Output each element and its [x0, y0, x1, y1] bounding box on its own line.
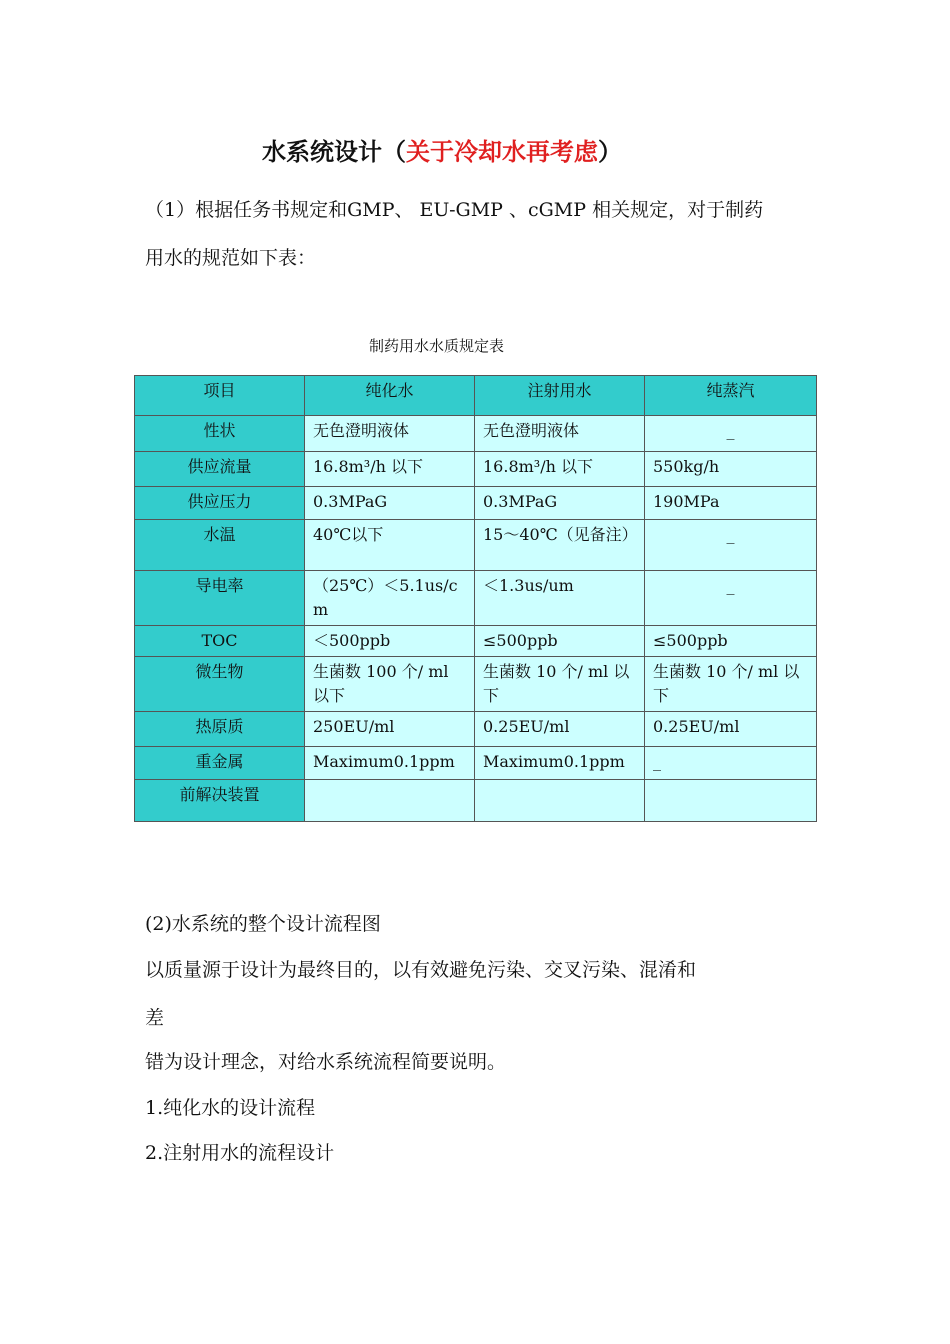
title-end: ） — [598, 137, 622, 166]
table-cell: 生菌数 10 个/ ml 以下 — [645, 657, 817, 712]
header-cell: 纯蒸汽 — [645, 376, 817, 416]
row-label: 微生物 — [135, 657, 305, 712]
section2-line-3: 错为设计理念，对给水系统流程简要说明。 — [145, 1051, 507, 1073]
table-cell: ＜1.3us/um — [475, 571, 645, 626]
row-label: 水温 — [135, 520, 305, 571]
table-cell: Maximum0.1ppm — [475, 747, 645, 780]
section2-line-1: 以质量源于设计为最终目的，以有效避免污染、交叉污染、混淆和 — [145, 959, 697, 981]
row-label: 供应流量 — [135, 452, 305, 487]
list-item-1: 1.纯化水的设计流程 — [145, 1097, 316, 1119]
header-cell: 纯化水 — [305, 376, 475, 416]
table-cell: 0.3MPaG — [475, 487, 645, 520]
table-caption: 制药用水水质规定表 — [369, 337, 505, 355]
table-cell: Maximum0.1ppm — [305, 747, 475, 780]
table-cell: _ — [645, 747, 817, 780]
table-cell: 15～40℃（见备注） — [475, 520, 645, 571]
table-cell: ＜500ppb — [305, 626, 475, 657]
table-cell: 0.25EU/ml — [475, 712, 645, 747]
table-cell: 0.3MPaG — [305, 487, 475, 520]
table-cell: 生菌数 10 个/ ml 以下 — [475, 657, 645, 712]
table-cell — [305, 780, 475, 822]
table-row — [135, 657, 817, 712]
table-cell: 无色澄明液体 — [305, 416, 475, 452]
table-cell: 250EU/ml — [305, 712, 475, 747]
table-cell: 16.8m³/h 以下 — [475, 452, 645, 487]
section2-line-2: 差 — [145, 1007, 165, 1029]
table-cell: _ — [645, 416, 817, 452]
table-row — [135, 571, 817, 626]
table-header-row — [135, 376, 817, 416]
intro-line-1: （1）根据任务书规定和GMP、 EU-GMP 、cGMP 相关规定，对于制药 — [145, 199, 764, 221]
table-row — [135, 747, 817, 780]
table-cell — [475, 780, 645, 822]
table-cell: 190MPa — [645, 487, 817, 520]
intro-line-2: 用水的规范如下表： — [145, 247, 317, 269]
table-cell — [645, 780, 817, 822]
table-cell: 无色澄明液体 — [475, 416, 645, 452]
table-cell: 0.25EU/ml — [645, 712, 817, 747]
title-main: 水系统设计（ — [262, 137, 406, 166]
table-cell: （25℃）＜5.1us/cm — [305, 571, 475, 626]
table-cell: _ — [645, 571, 817, 626]
document-title — [262, 132, 622, 167]
table-cell: ≤500ppb — [645, 626, 817, 657]
table-row — [135, 626, 817, 657]
table-row — [135, 452, 817, 487]
table-cell: ≤500ppb — [475, 626, 645, 657]
row-label: 导电率 — [135, 571, 305, 626]
table-row — [135, 520, 817, 571]
table-cell: _ — [645, 520, 817, 571]
header-cell: 项目 — [135, 376, 305, 416]
row-label: 性状 — [135, 416, 305, 452]
table-cell: 生菌数 100 个/ ml 以下 — [305, 657, 475, 712]
title-highlight: 关于冷却水再考虑 — [406, 137, 598, 166]
list-item-2: 2.注射用水的流程设计 — [145, 1142, 335, 1164]
section2-heading: (2)水系统的整个设计流程图 — [145, 913, 381, 935]
table-cell: 40℃以下 — [305, 520, 475, 571]
row-label: 重金属 — [135, 747, 305, 780]
table-row — [135, 780, 817, 822]
header-cell: 注射用水 — [475, 376, 645, 416]
row-label: TOC — [135, 626, 305, 657]
row-label: 前解决装置 — [135, 780, 305, 822]
table-cell: 16.8m³/h 以下 — [305, 452, 475, 487]
table-row — [135, 487, 817, 520]
row-label: 供应压力 — [135, 487, 305, 520]
table-row — [135, 416, 817, 452]
row-label: 热原质 — [135, 712, 305, 747]
water-spec-table — [134, 375, 817, 822]
table-cell: 550kg/h — [645, 452, 817, 487]
table-row — [135, 712, 817, 747]
